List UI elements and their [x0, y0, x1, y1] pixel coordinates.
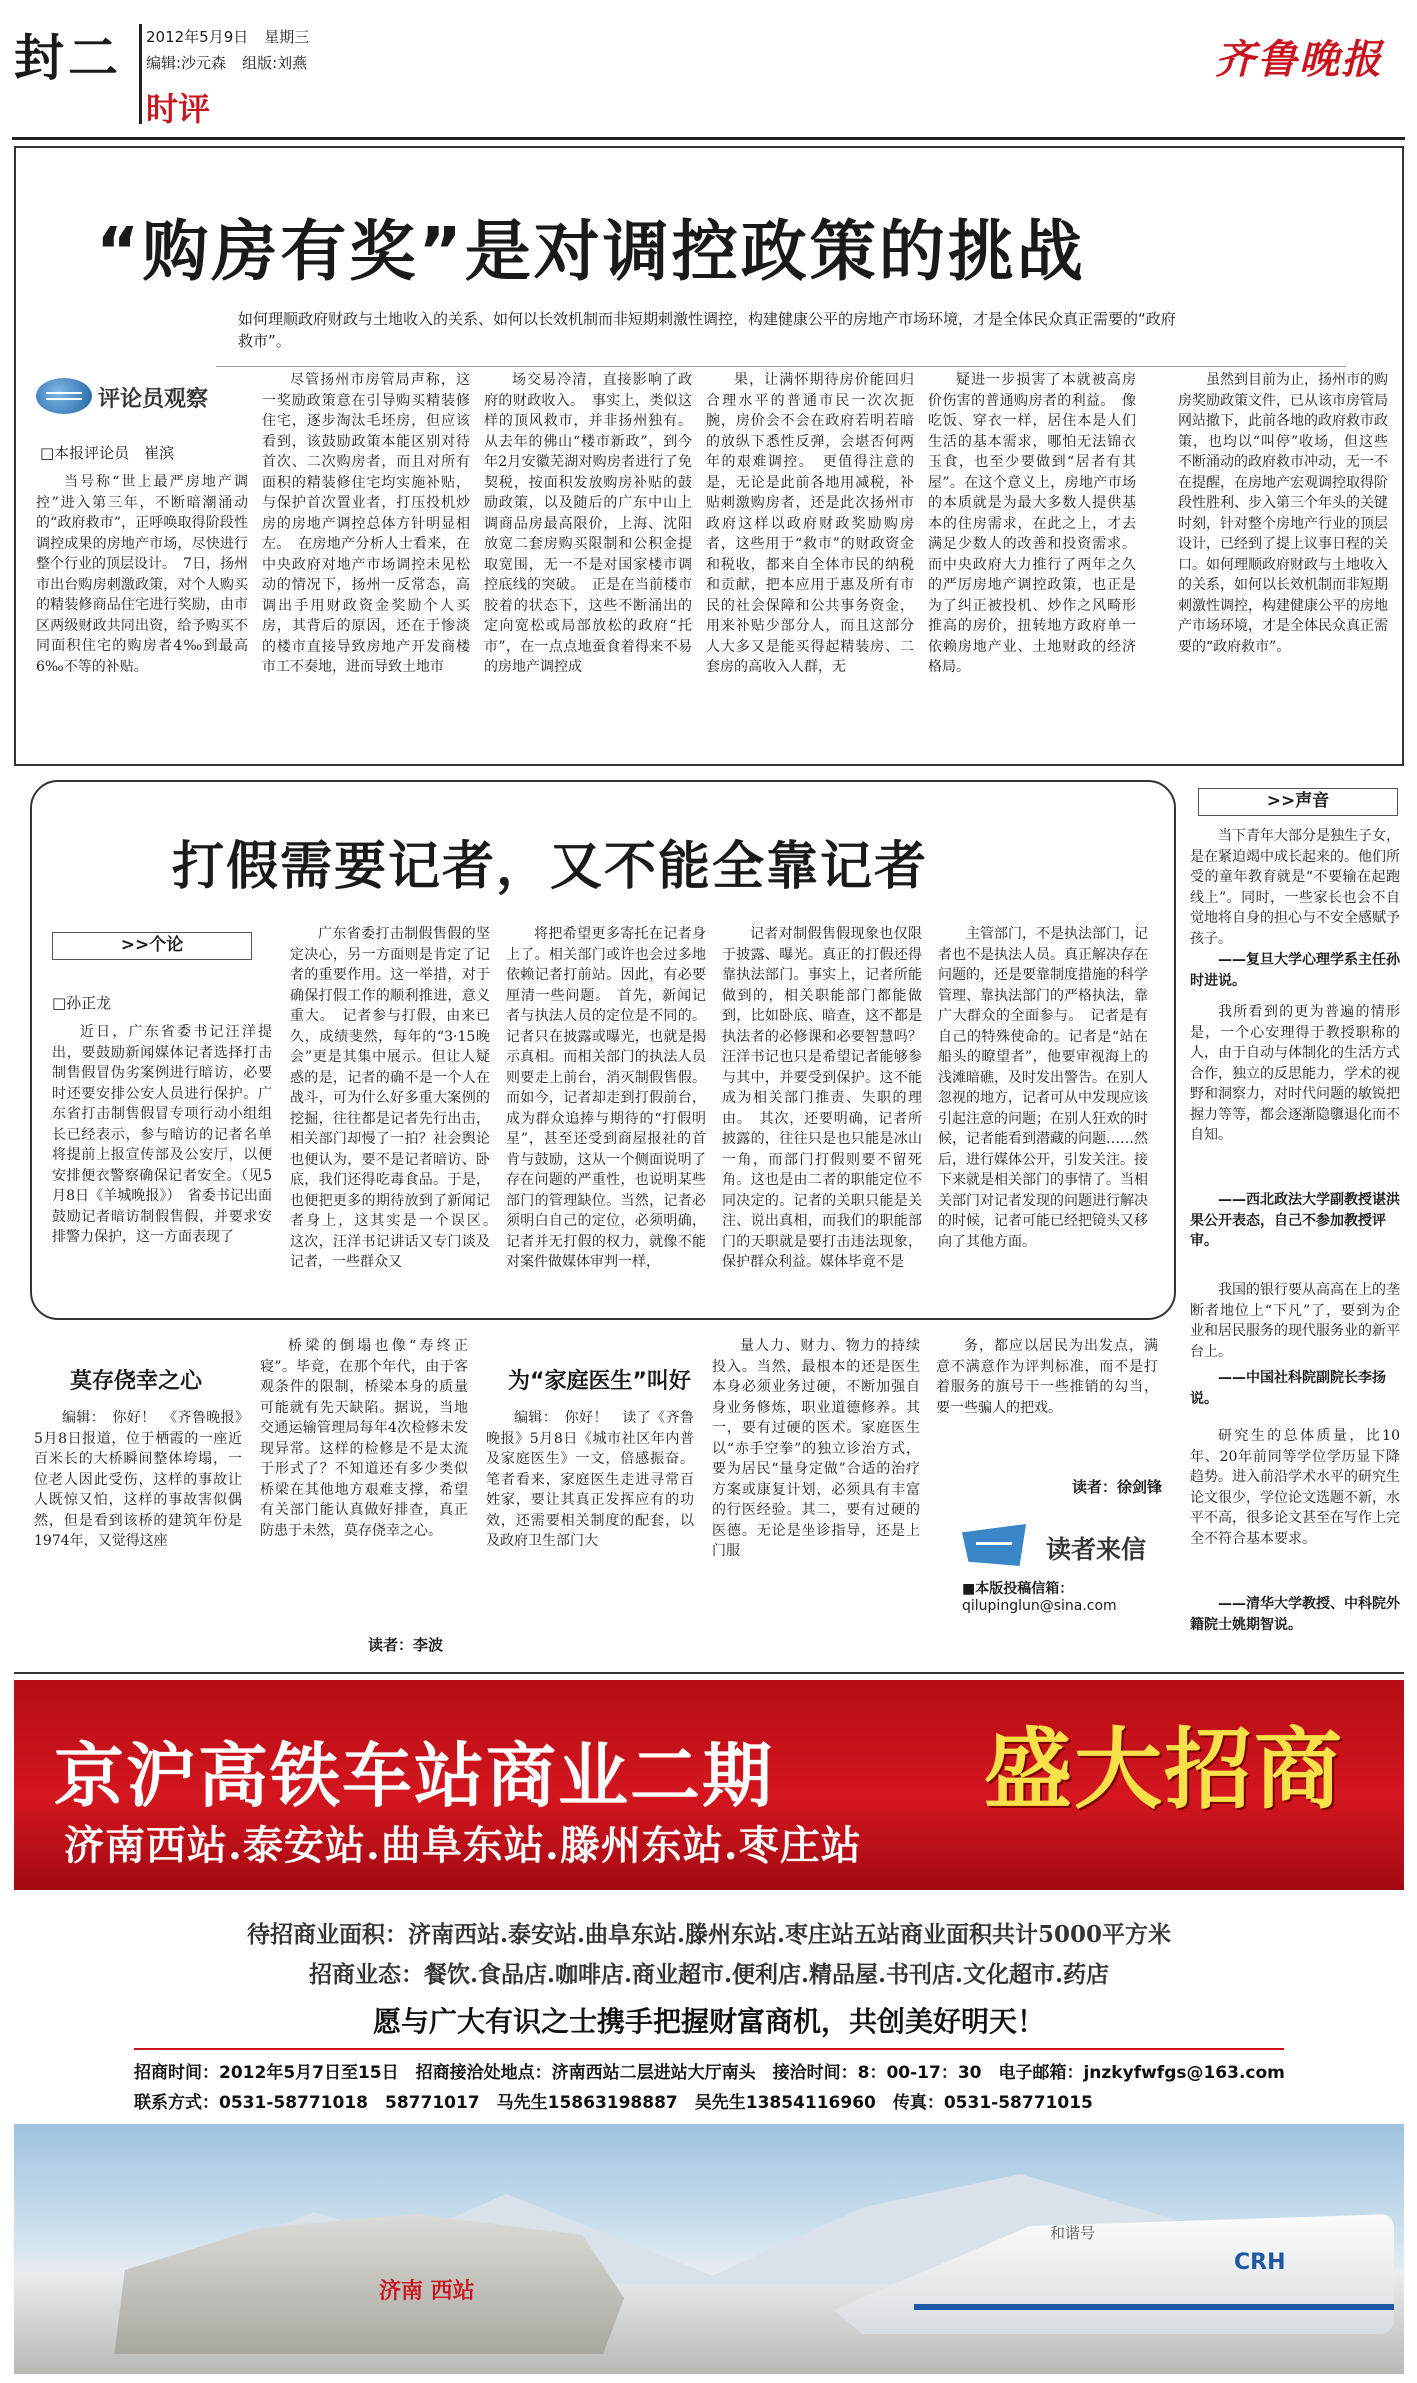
opinion-tag: >>个论	[52, 932, 252, 960]
voice-source: ——西北政法大学副教授谌洪果公开表态，自己不参加教授评审。	[1190, 1192, 1400, 1249]
article-deck: 如何理顺政府财政与土地收入的关系、如何以长效机制而非短期刺激性调控，构建健康公平的房地产市场环境，才是全体民众真正需要的“政府救市”。	[238, 310, 1176, 350]
letter-reader: 读者：李波	[368, 1636, 444, 1654]
voice-source: ——清华大学教授、中科院外籍院士姚期智说。	[1190, 1596, 1400, 1633]
station-sign: 济南 西站	[379, 2278, 475, 2304]
letter-column: 编辑： 你好！ 《齐鲁晚报》5月8日报道，位于栖霞的一座近百米长的大桥瞬间整体垮塌，一位老人因此受伤，这样的事故让人既惊又怕，这样的事故害似偶然，但是看到该桥的建筑年份是1974年，又觉得这座	[34, 1410, 242, 1549]
voice-quote: 我国的银行要从高高在上的垄断者地位上“下凡”了，要到为企业和居民服务的现代服务业的新平台上。	[1190, 1282, 1400, 1360]
voice-source: ——复旦大学心理学系主任孙时进说。	[1190, 952, 1400, 989]
letter-title: 莫存侥幸之心	[70, 1369, 203, 1394]
ad-title: 京沪高铁车站商业二期	[54, 1734, 774, 1817]
ad-photo	[14, 2124, 1404, 2374]
voices-sidebar	[1190, 780, 1404, 1760]
issue-weekday: 星期三	[264, 28, 310, 46]
train-logo: CRH	[1234, 2250, 1286, 2275]
train-name: 和谐号	[1050, 2224, 1096, 2242]
letter-reader: 读者：徐剑锋	[1072, 1478, 1163, 1496]
email-label: ■本版投稿信箱：	[962, 1581, 1074, 1597]
station-building	[104, 2214, 624, 2354]
letter-column: 量人力、财力、物力的持续投入。当然，最根本的还是医生本身必须业务过硬，不断加强自身业务修炼，职业道德修养。其一，要有过硬的医术。家庭医生以“赤手空拳”的独立诊治方式，要为居民“量身定做”合适的治疗方案或康复计划，必须具有丰富的行医经验。其二，要有过硬的医德。无论是坐诊指导，还是上门服	[712, 1338, 920, 1559]
voices-tag: >>声音	[1198, 788, 1398, 816]
article-column: 广东省委打击制假售假的坚定决心，另一方面则是肯定了记者的重要作用。这一举措，对于确保打假工作的顺利推进，意义重大。 记者参与打假，由来已久，成绩斐然，每年的“3·15晚会”更是其集中展示。但让人疑惑的是，记者的确不是一个人在战斗，可为什么好多重大案例的挖掘，往往都是记者先行出击，相关部门却慢了一拍？社会舆论也便认为，要不是记者暗访、卧底，我们还得吃毒食品。于是，也便把更多的期待放到了新闻记者身上，这其实是一个误区。 这次，汪洋书记讲话又专门谈及记者，一些群众又	[290, 926, 504, 1270]
page-meta	[146, 24, 325, 76]
email-address: qilupinglun@sina.com	[962, 1598, 1117, 1614]
rail-station-ad	[14, 1680, 1404, 2374]
voice-quote: 研究生的总体质量，比10年、20年前同等学位学历显下降趋势。进入前沿学术水平的研究生论文很少，学位论文选题不新，水平不高，很多论文甚至在写作上完全不符合基本要求。	[1190, 1428, 1400, 1547]
article-column: 记者对制假售假现象也仅限于披露、曝光。真正的打假还得靠执法部门。事实上，记者所能做到的，相关职能部门都能做到，比如卧底、暗查，这不都是执法者的必修课和必要智慧吗？汪洋书记也只是希望记者能够参与其中，并要受到保护。这不能成为相关部门推责、失职的理由。 其次，还要明确，记者所披露的，往往只是也只能是冰山一角，而部门打假则要不留死角。这也是由二者的职能定位不同决定的。记者的关职只能是关注、说出真相，而我们的职能部门的天职就是要打击违法现象，保护群众利益。媒体毕竟不是	[722, 926, 922, 1270]
ad-badge: 盛大招商	[984, 1717, 1345, 1821]
header-rule	[12, 137, 1405, 140]
column-label: 评论员观察	[98, 387, 209, 412]
article-column: 当号称“世上最严房地产调控”进入第三年，不断暗潮涌动的“政府救市”，正呼唤取得阶段性调控成果的房地产市场，尽快进行整个行业的顶层设计。 7日，扬州市出台购房刺激政策，对个人购买的精装修商品住宅进行奖励，由市区两级财政共同出资，给予购买不同面积住宅的购房者4‰到最高6‰不等的补贴。	[36, 474, 248, 675]
submission-email	[962, 1578, 1117, 1614]
letter-column: 务，都应以居民为出发点，满意不满意作为评判标准，而不是打着服务的旗号干一些推销的勾当，要一些骗人的把戏。	[936, 1338, 1158, 1416]
article-column: 虽然到目前为止，扬州市的购房奖励政策文件，已从该市房管局网站撤下，此前各地的政府救市政策，也均以“叫停”收场，但这些不断涌动的政府救市冲动，无一不在提醒，在房地产宏观调控取得阶段性胜利、步入第三个年头的关键时刻，针对整个房地产行业的顶层设计，已经到了提上议事日程的关口。如何理顺政府财政与土地收入的关系，如何以长效机制而非短期刺激性调控，构建健康公平的房地产市场环境，才是全体民众真正需要的“政府救市”。	[1178, 372, 1388, 655]
article-column: 果，让满怀期待房价能回归合理水平的普通市民一次次扼腕，房价会不会在政府若明若暗的放纵下悉性反弹，会堪否何两年的艰难调控。 更值得注意的是，无论是此前各地用减税，补贴刺激购房者，还是此次扬州市政府这样以政府财政奖励购房者，这些用于“救市”的财政资金和税收，都来自全体市民的纳税和贡献，把本应用于惠及所有市民的社会保障和公共事务资金，用来补贴少部分人，而且这部分人大多又是能买得起精装房、二套房的高收入人群，无	[706, 372, 914, 675]
letters-badge	[962, 1520, 1182, 1570]
letters-label: 读者来信	[1046, 1535, 1147, 1564]
section-name: 时评	[146, 90, 211, 128]
letter-title: 为“家庭医生”叫好	[508, 1369, 691, 1394]
editor-credit: 编辑:沙元森	[146, 54, 227, 72]
envelope-icon	[962, 1524, 1026, 1566]
speech-bubble-icon	[36, 378, 92, 414]
article-headline: 打假需要记者，又不能全靠记者	[172, 837, 929, 897]
ad-stations: 济南西站.泰安站.曲阜东站.滕州东站.枣庄站	[64, 1822, 862, 1869]
voice-source: ——中国社科院副院长李扬说。	[1190, 1370, 1386, 1407]
voice-quote: 当下青年大部分是独生子女，是在紧迫竭中成长起来的。他们所受的童年教育就是“不要输在起跑线上”。同时，一些家长也会不自觉地将自身的担心与不安全感赋予孩子。	[1190, 828, 1400, 947]
article-housing-reward	[14, 146, 1404, 766]
ad-slogan: 愿与广大有识之士携手把握财富商机，共创美好明天！	[372, 2005, 1045, 2038]
deck-rule	[216, 366, 1346, 367]
ad-contact-rule	[134, 2048, 1284, 2050]
article-byline: □孙正龙	[52, 994, 112, 1012]
voice-quote: 我所看到的更为普遍的情形是，一个心安理得于教授职称的人，由于自动与体制化的生活方式合作，独立的反思能力，学术的视野和洞察力，对时代问题的敏锐把握力等等，都会逐渐隐隳退化而不自知。	[1190, 1004, 1400, 1143]
ad-formats: 招商业态：餐饮.食品店.咖啡店.商业超市.便利店.精品屋.书刊店.文化超市.药店	[308, 1961, 1110, 1988]
article-column: 近日，广东省委书记汪洋提出，要鼓励新闻媒体记者选择打击制售假冒伪劣案例进行暗访，必要时还要安排公安人员进行保护。广东省打击制售假冒专项行动小组组长已经表示，参与暗访的记者名单将提前上报宣传部及公安厅，以便安排便衣警察确保记者安全。（见5月8日《羊城晚报》） 省委书记出面鼓励记者暗访制假售假，并要求安排警力保护，这一方面表现了	[52, 1024, 272, 1245]
ad-divider	[14, 1672, 1404, 1674]
article-column: 场交易冷清，直接影响了政府的财政收入。 事实上，类似这样的顶风救市，并非扬州独有。从去年的佛山“楼市新政”，到今年2月安徽芜湖对购房者进行了免契税，按面积发放购房补贴的鼓励政策，以及随后的广东中山上调商品房最高限价，上海、沈阳放宽二套房购买限制和公积金提取宽围，无一不是对国家楼市调控底线的突破。 正是在当前楼市胶着的状态下，这些不断涌出的定向宽松或局部放松的政府“托市”，在一点点地蚕食着得来不易的房地产调控成	[484, 372, 692, 675]
newspaper-logo: 齐鲁晚报	[1215, 36, 1383, 83]
article-column: 尽管扬州市房管局声称，这一奖励政策意在引导购买精装修住宅，逐步淘汰毛坯房，但应该看到，该鼓励政策本能区别对待首次、二次购房者，而且对所有面积的精装修住宅均实施补贴，与保护首次置业者，打压投机炒房的房地产调控总体方针明显相左。 在房地产分析人士看来，在中央政府对地产市场调控未见松动的情况下，扬州一反常态，高调出手用财政资金奖励个人买房，其背后的原因，还在于惨淡的楼市直接导致房地产开发商楼市工不奏地，进而导致土地市	[262, 372, 470, 675]
article-column: 疑进一步损害了本就被高房价伤害的普通购房者的利益。 像吃饭、穿衣一样，居住本是人们生活的基本需求，哪怕无法锦衣玉食，也至少要做到“居者有其屋”。在这个意义上，房地产市场的本质就是为最大多数人提供基本的住房需求，在此之上，才去满足少数人的改善和投资需求。而中央政府大力推行了两年之久的严厉房地产调控政策，也正是为了纠正被投机、炒作之风畸形推高的房价，扭转地方政府单一依赖房地产业、土地财政的经济格局。	[928, 372, 1136, 675]
column-badge	[36, 376, 266, 416]
article-headline: “购房有奖”是对调控政策的挑战	[96, 213, 1086, 290]
page-label: 封二	[14, 18, 122, 90]
article-column: 将把希望更多寄托在记者身上了。相关部门或许也会过多地依赖记者打前站。因此，有必要厘清一些问题。 首先，新闻记者与执法人员的定位是不同的。记者只在披露或曝光，也就是揭示真相。而相关部门的执法人员则要走上前台，消灭制假售假。而如今，记者却走到打假前台，成为群众追捧与期待的“打假明星”，甚至还受到商屋报社的首肯与鼓励，这从一个侧面说明了存在问题的严重性，也说明某些部门的管理缺位。当然，记者必须明白自己的定位，必须明确，记者并无打假的权力，就像不能对案件做媒体审判一样，	[506, 926, 706, 1270]
ad-banner	[14, 1680, 1404, 1890]
train-stripe	[914, 2304, 1394, 2310]
article-column: 主管部门，不是执法部门，记者也不是执法人员。真正解决存在问题的，还是要靠制度措施的科学管理、靠执法部门的严格执法，靠广大群众的全面参与。 记者是有自己的特殊使命的。记者是“站在船头的瞭望者”，他要审视海上的浅滩暗礁，及时发出警告。在别人忽视的地方，记者可从中发现应该引起注意的问题；在别人狂欢的时候，记者能看到潜藏的问题……然后，进行媒体公开，引发关注。接下来就是相关部门的事情了。当相关部门对记者发现的问题进行解决的时候，记者可能已经把镜头又移向了其他方面。	[938, 926, 1148, 1250]
ad-area: 待招商业面积：济南西站.泰安站.曲阜东站.滕州东站.枣庄站五站商业面积共计5000平方米	[246, 1921, 1172, 1948]
letter-column: 编辑： 你好！ 读了《齐鲁晚报》5月8日《城市社区年内普及家庭医生》一文，倍感振奋。笔者看来，家庭医生走进寻常百姓家，要让其真正发挥应有的功效，还需要相关制度的配套，以及政府卫生部门大	[486, 1410, 694, 1549]
masthead	[0, 0, 1417, 140]
ad-contact-line: 联系方式：0531-58771018 58771017 马先生15863198887 吴先生13854116960 传真：0531-58771015	[134, 2093, 1093, 2113]
layout-credit: 组版:刘燕	[242, 54, 308, 72]
article-byline: □本报评论员 崔滨	[40, 444, 175, 462]
ad-contact-line: 招商时间：2012年5月7日至15日 招商接洽处地点：济南西站二层进站大厅南头 接洽时间：8：00-17：30 电子邮箱：jnzkyfwfgs@163.com	[134, 2063, 1285, 2083]
article-anti-counterfeit	[30, 780, 1176, 1320]
letter-column: 桥梁的倒塌也像“寿终正寝”。毕竟，在那个年代，由于客观条件的限制，桥梁本身的质量可能就有先天缺陷。据说，当地交通运输管理局每年4次检修未发现异常。这样的检修是不是太流于形式了？不知道还有多少类似桥梁在其他地方艰难支撑，希望有关部门能认真做好排查，真正防患于未然，莫存侥幸之心。	[260, 1338, 468, 1539]
issue-date: 2012年5月9日	[146, 28, 249, 46]
